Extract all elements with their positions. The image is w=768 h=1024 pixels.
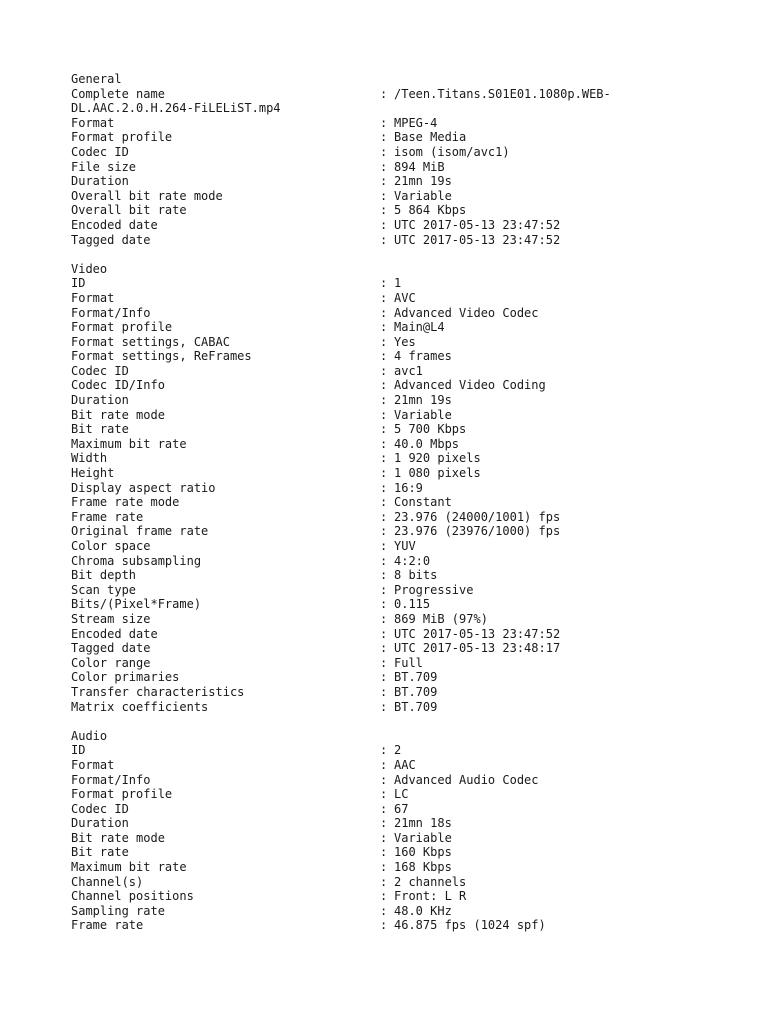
property-row: [71, 160, 731, 175]
property-key: Format: [71, 290, 115, 305]
property-value: 8 bits: [394, 568, 438, 583]
property-value: AAC: [394, 757, 416, 772]
property-key: Complete name: [71, 86, 165, 101]
property-key: ID: [71, 743, 86, 758]
property-value: 23.976 (24000/1001) fps: [394, 509, 561, 524]
property-key: Codec ID: [71, 144, 129, 159]
section-general: [71, 72, 731, 247]
property-row: [71, 218, 731, 233]
property-separator: :: [380, 568, 388, 583]
property-value: 67: [394, 801, 409, 816]
property-row: [71, 291, 731, 306]
property-value: 5 864 Kbps: [394, 203, 467, 218]
property-separator: :: [380, 188, 388, 203]
property-key: Format profile: [71, 130, 173, 145]
property-separator: :: [380, 466, 388, 481]
property-value: /Teen.Titans.S01E01.1080p.WEB-: [394, 86, 611, 101]
property-key: Duration: [71, 174, 129, 189]
property-key: Tagged date: [71, 232, 151, 247]
property-value: UTC 2017-05-13 23:48:17: [394, 641, 561, 656]
property-separator: :: [380, 115, 388, 130]
property-row: [71, 568, 731, 583]
property-row: [71, 524, 731, 539]
property-separator: :: [380, 641, 388, 656]
property-row: [71, 904, 731, 919]
property-key: Format: [71, 115, 115, 130]
property-value: 168 Kbps: [394, 860, 452, 875]
property-key: Format/Info: [71, 305, 151, 320]
property-key: Overall bit rate mode: [71, 188, 223, 203]
property-key: Maximum bit rate: [71, 860, 187, 875]
property-value: 46.875 fps (1024 spf): [394, 918, 546, 933]
property-value: Advanced Video Coding: [394, 378, 546, 393]
property-row: [71, 845, 731, 860]
mediainfo-report: [71, 72, 731, 948]
property-value: 0.115: [394, 597, 431, 612]
property-key: Chroma subsampling: [71, 553, 202, 568]
property-separator: :: [380, 670, 388, 685]
property-value: BT.709: [394, 684, 438, 699]
property-row: [71, 466, 731, 481]
property-key: Tagged date: [71, 641, 151, 656]
property-row: [71, 233, 731, 248]
property-separator: :: [380, 334, 388, 349]
property-value: 1 920 pixels: [394, 451, 481, 466]
property-value: Variable: [394, 188, 452, 203]
property-separator: :: [380, 495, 388, 510]
property-row: [71, 831, 731, 846]
property-separator: :: [380, 684, 388, 699]
property-key: Format profile: [71, 320, 173, 335]
property-key: Encoded date: [71, 626, 158, 641]
property-row: [71, 700, 731, 715]
property-key: Format settings, ReFrames: [71, 349, 252, 364]
property-value: Variable: [394, 830, 452, 845]
property-separator: :: [380, 436, 388, 451]
property-separator: :: [380, 378, 388, 393]
property-value: 5 700 Kbps: [394, 422, 467, 437]
property-row: [71, 422, 731, 437]
property-value: UTC 2017-05-13 23:47:52: [394, 232, 561, 247]
property-key: Frame rate: [71, 918, 144, 933]
property-key: Encoded date: [71, 217, 158, 232]
property-value: MPEG-4: [394, 115, 438, 130]
property-row: [71, 583, 731, 598]
property-separator: :: [380, 757, 388, 772]
property-separator: :: [380, 232, 388, 247]
property-value: UTC 2017-05-13 23:47:52: [394, 626, 561, 641]
property-key: Codec ID/Info: [71, 378, 165, 393]
property-key: Channel(s): [71, 874, 144, 889]
property-key: Transfer characteristics: [71, 684, 245, 699]
property-row: [71, 495, 731, 510]
property-value: Constant: [394, 495, 452, 510]
property-value: 2 channels: [394, 874, 467, 889]
property-row: [71, 656, 731, 671]
property-row: [71, 408, 731, 423]
property-row: [71, 203, 731, 218]
property-value: 1 080 pixels: [394, 466, 481, 481]
property-separator: :: [380, 743, 388, 758]
property-row: [71, 364, 731, 379]
property-value: 16:9: [394, 480, 423, 495]
property-value: 160 Kbps: [394, 845, 452, 860]
property-key: Bit rate mode: [71, 407, 165, 422]
property-key: Stream size: [71, 611, 151, 626]
property-separator: :: [380, 393, 388, 408]
property-key: Bit rate: [71, 422, 129, 437]
property-separator: :: [380, 611, 388, 626]
property-value: Progressive: [394, 582, 474, 597]
section-title: General: [71, 72, 122, 86]
property-key: Original frame rate: [71, 524, 209, 539]
property-key: Color primaries: [71, 670, 180, 685]
property-row: [71, 685, 731, 700]
property-row: [71, 116, 731, 131]
property-row: [71, 787, 731, 802]
property-separator: :: [380, 874, 388, 889]
property-key: Bit rate: [71, 845, 129, 860]
property-row: [71, 320, 731, 335]
property-separator: :: [380, 816, 388, 831]
property-separator: :: [380, 787, 388, 802]
property-separator: :: [380, 349, 388, 364]
property-value: Base Media: [394, 130, 467, 145]
property-row: [71, 510, 731, 525]
property-key: Overall bit rate: [71, 203, 187, 218]
property-separator: :: [380, 889, 388, 904]
property-row: [71, 802, 731, 817]
property-value: 4:2:0: [394, 553, 431, 568]
property-separator: :: [380, 363, 388, 378]
property-separator: :: [380, 130, 388, 145]
property-separator: :: [380, 276, 388, 291]
property-value: 21mn 19s: [394, 393, 452, 408]
property-row: [71, 889, 731, 904]
property-row: [71, 641, 731, 656]
property-separator: :: [380, 524, 388, 539]
property-row: [71, 189, 731, 204]
property-separator: :: [380, 582, 388, 597]
property-value: 21mn 19s: [394, 174, 452, 189]
property-row: [71, 918, 731, 933]
property-row: [71, 393, 731, 408]
property-separator: :: [380, 144, 388, 159]
property-row: [71, 378, 731, 393]
property-row: [71, 612, 731, 627]
property-row: [71, 860, 731, 875]
property-key: File size: [71, 159, 137, 174]
property-key: Color space: [71, 539, 151, 553]
property-value: UTC 2017-05-13 23:47:52: [394, 217, 561, 232]
property-key: Sampling rate: [71, 903, 165, 918]
property-separator: :: [380, 86, 388, 101]
property-key: Color range: [71, 655, 151, 670]
property-separator: :: [380, 217, 388, 232]
property-key: Display aspect ratio: [71, 480, 216, 495]
property-separator: :: [380, 801, 388, 816]
section-title: Audio: [71, 728, 108, 743]
property-separator: :: [380, 480, 388, 495]
property-separator: :: [380, 407, 388, 422]
property-separator: :: [380, 159, 388, 174]
property-row: [71, 875, 731, 890]
property-value: 2: [394, 743, 402, 758]
property-separator: :: [380, 320, 388, 335]
property-separator: :: [380, 451, 388, 466]
property-row: [71, 554, 731, 569]
property-value: Full: [394, 655, 423, 670]
property-value: 1: [394, 276, 402, 291]
property-value: BT.709: [394, 670, 438, 685]
property-separator: :: [380, 539, 388, 553]
property-key: ID: [71, 276, 86, 291]
property-key: Format profile: [71, 787, 173, 802]
property-row: [71, 130, 731, 145]
property-separator: :: [380, 597, 388, 612]
section-video: [71, 262, 731, 714]
property-separator: :: [380, 174, 388, 189]
property-key: Format settings, CABAC: [71, 334, 230, 349]
property-row: [71, 481, 731, 496]
property-separator: :: [380, 655, 388, 670]
property-row: [71, 743, 731, 758]
property-separator: :: [380, 203, 388, 218]
property-value: 21mn 18s: [394, 816, 452, 831]
property-row: [71, 451, 731, 466]
property-value: Main@L4: [394, 320, 445, 335]
property-value: BT.709: [394, 699, 438, 714]
property-value: isom (isom/avc1): [394, 144, 510, 159]
property-row: [71, 670, 731, 685]
property-value: Front: L R: [394, 889, 467, 904]
property-value: Variable: [394, 407, 452, 422]
property-row: [71, 597, 731, 612]
section-audio: [71, 729, 731, 933]
property-value: 23.976 (23976/1000) fps: [394, 524, 561, 539]
property-value: 48.0 KHz: [394, 903, 452, 918]
property-separator: :: [380, 903, 388, 918]
property-row: [71, 627, 731, 642]
property-value: 894 MiB: [394, 159, 445, 174]
property-row: [71, 276, 731, 291]
property-row: [71, 306, 731, 321]
property-key: Duration: [71, 816, 129, 831]
property-row: [71, 87, 731, 102]
property-row: [71, 335, 731, 350]
property-key: Scan type: [71, 582, 137, 597]
property-value: AVC: [394, 290, 416, 305]
property-value: YUV: [394, 539, 416, 553]
property-key: Height: [71, 466, 115, 481]
property-separator: :: [380, 290, 388, 305]
property-separator: :: [380, 918, 388, 933]
property-key: Bit depth: [71, 568, 137, 583]
property-row: [71, 773, 731, 788]
property-row: [71, 349, 731, 364]
property-key: Bit rate mode: [71, 830, 165, 845]
property-separator: :: [380, 509, 388, 524]
property-value: 40.0 Mbps: [394, 436, 460, 451]
property-row: [71, 816, 731, 831]
property-separator: :: [380, 830, 388, 845]
property-row: [71, 758, 731, 773]
property-key: Format: [71, 757, 115, 772]
property-separator: :: [380, 699, 388, 714]
property-key: Matrix coefficients: [71, 699, 209, 714]
property-key: Channel positions: [71, 889, 194, 904]
property-value: Yes: [394, 334, 416, 349]
property-key: Maximum bit rate: [71, 436, 187, 451]
property-separator: :: [380, 422, 388, 437]
section-title: Video: [71, 261, 108, 276]
property-value: avc1: [394, 363, 423, 378]
property-row: [71, 145, 731, 160]
property-key: Frame rate mode: [71, 495, 180, 510]
property-key: Frame rate: [71, 509, 144, 524]
property-key: Codec ID: [71, 801, 129, 816]
property-value: Advanced Video Codec: [394, 305, 539, 320]
property-key: Bits/(Pixel*Frame): [71, 597, 202, 612]
property-separator: :: [380, 860, 388, 875]
property-key: Width: [71, 451, 108, 466]
property-value: 4 frames: [394, 349, 452, 364]
property-value: 869 MiB (97%): [394, 611, 488, 626]
property-key: Codec ID: [71, 363, 129, 378]
property-value: LC: [394, 787, 409, 802]
property-row: [71, 539, 731, 554]
property-separator: :: [380, 772, 388, 787]
property-separator: :: [380, 553, 388, 568]
property-row: [71, 174, 731, 189]
property-value: Advanced Audio Codec: [394, 772, 539, 787]
property-value-continuation: DL.AAC.2.0.H.264-FiLELiST.mp4: [71, 101, 281, 116]
property-row: [71, 437, 731, 452]
property-separator: :: [380, 845, 388, 860]
property-separator: :: [380, 626, 388, 641]
property-key: Format/Info: [71, 772, 151, 787]
property-key: Duration: [71, 393, 129, 408]
property-separator: :: [380, 305, 388, 320]
